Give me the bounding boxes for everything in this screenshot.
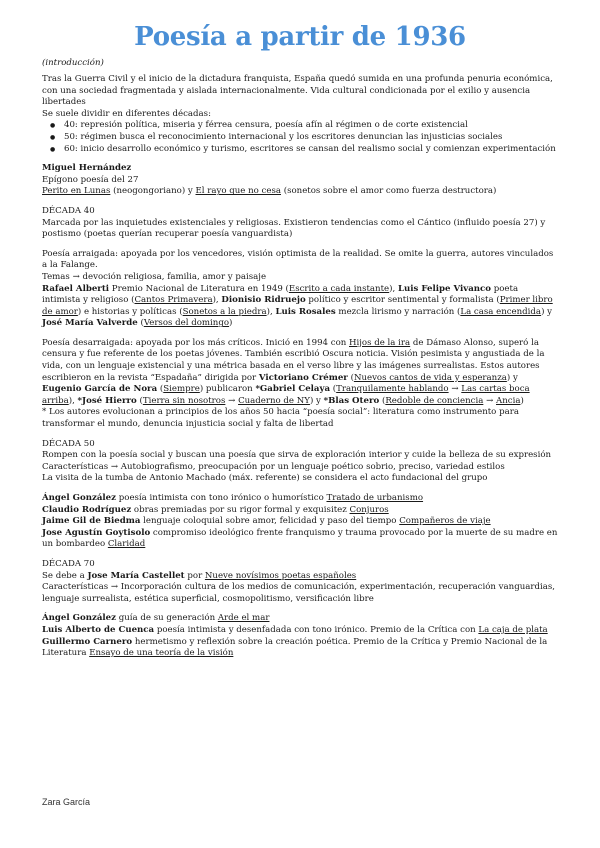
social-poetry-note: * Los autores evolucionan a principios de los años 50 hacia “poesía social”: literatura como instrumento para transformar el mundo, denuncia injusticia social y falta de libertad [42,407,519,430]
arraigada-authors: Rafael Alberti Premio Nacional de Literatura en 1949 (Escrito a cada instante), Luis Felipe Vivanco poeta intimista y religioso (Cantos Primavera), Dionisio Ridruejo político y escritor sentimental y formalista (Primer libro de amor) e historias y políticas (Sonetos a la piedra), Luis Rosales mezcla lirismo y narración (La casa encendida) y José María Valverde (Versos del domingo) [42,283,553,329]
desarraigada-paragraph: Poesía desarraigada: apoyada por los más críticos. Inició en 1994 con Hijos de la ira de Dámaso Alonso, superó la censura y fue referente de los poetas jóvenes. También escribió Oscura noticia. Visión pesimista y angustiada de la vida, con un lenguaje existencial y una métrica basada en el verso libre y las imágenes surrealistas. Estos autores escribieron en la revista “Espadaña” dirigida por Victoriano Crémer (Nuevos cantos de vida y esperanza) y Eugenio García de Nora (Siempre) publicaron *Gabriel Celaya (Tranquilamente hablando → Las cartas boca arriba), *José Hierro (Tierra sin nosotros → Cuaderno de NY) y *Blas Otero (Redoble de conciencia → Ancia) [42,337,545,406]
section-50-intro: Rompen con la poesía social y buscan una poesía que sirva de exploración interior y cuide la belleza de su expresión [42,450,552,461]
list-item: ● 40: represión política, miseria y férrea censura, poesía afín al régimen o de corte existencial [54,120,558,132]
section-40-intro: Marcada por las inquietudes existenciales y religiosas. Existieron tendencias como el Cántico (influido poesía 27) y postismo (poetas querían recuperar poesía vanguardista) [42,217,546,240]
intro-paragraph: Tras la Guerra Civil y el inicio de la dictadura franquista, España quedó sumida en una profunda penuria económica, con una sociedad fragmentada y aislada internacionalmente. Vida cultural condicionada por el exilio y ausencia libertades [42,74,553,108]
section-50-features: Características → Autobiografismo, preocupación por un lenguaje poético sobrio, preciso, variedad estilos [42,461,505,472]
author-goytisolo: Jose Agustín Goytisolo compromiso ideológico frente franquismo y trauma provocado por la muerte de su madre en un bombardeo Claridad [42,527,558,550]
arraigada-paragraph: Poesía arraigada: apoyada por los vencedores, visión optimista de la realidad. Se omite la guerra, autores vinculados a la Falange. [42,248,554,271]
section-40-heading: DÉCADA 40 [42,205,95,216]
author-jaime: Jaime Gil de Biedma lenguaje coloquial sobre amor, felicidad y paso del tiempo Compañeros de viaje [42,516,491,527]
section-50-founding: La visita de la tumba de Antonio Machado (máx. referente) se considera el acto fundacional del grupo [42,473,488,484]
author-carnero: Guillermo Carnero hermetismo y reflexión sobre la creación poética. Premio de la Crítica y Premio Nacional de la Literatura Ensayo de una teoría de la visión [42,636,548,659]
list-item: ● 50: régimen busca el reconocimiento internacional y los escritores denuncian las injusticias sociales [54,132,558,144]
section-70-intro: Se debe a Jose María Castellet por Nueve novísimos poetas españoles [42,570,357,581]
author-cuenca: Luis Alberto de Cuenca poesía intimista y desenfadada con tono irónico. Premio de la Crítica con La caja de plata [42,624,548,635]
decades-list [42,120,558,155]
intro-decades: Se suele dividir en diferentes décadas: [42,108,211,119]
section-miguel-heading: Miguel Hernández [42,163,132,174]
section-50-heading: DÉCADA 50 [42,438,95,449]
section-70-heading: DÉCADA 70 [42,558,95,569]
arraigada-themes: Temas → devoción religiosa, familia, amor y paisaje [42,271,267,282]
intro-label: (introducción) [42,58,104,68]
author-footer: Zara García [42,797,91,807]
section-70-features: Características → Incorporación cultura de los medios de comunicación, experimentación, recuperación vanguardias, lenguaje surrealista, estética superficial, cosmopolitismo, versificación libre [42,582,555,604]
page-title: Poesía a partir de 1936 [134,22,466,52]
author-angel-70: Ángel González guía de su generación Arde el mar [42,613,270,624]
miguel-line: Epígono poesía del 27 [42,174,139,185]
miguel-works: Perito en Lunas (neogongoriano) y El rayo que no cesa (sonetos sobre el amor como fuerza destructora) [42,186,497,197]
author-claudio: Claudio Rodríguez obras premiadas por su rigor formal y exquisitez Conjuros [42,504,389,515]
list-item: ● 60: inicio desarrollo económico y turismo, escritores se cansan del realismo social y comienzan experimentación [54,144,558,156]
author-angel-50: Ángel González poesía intimista con tono irónico o humorístico Tratado de urbanismo [42,493,424,503]
